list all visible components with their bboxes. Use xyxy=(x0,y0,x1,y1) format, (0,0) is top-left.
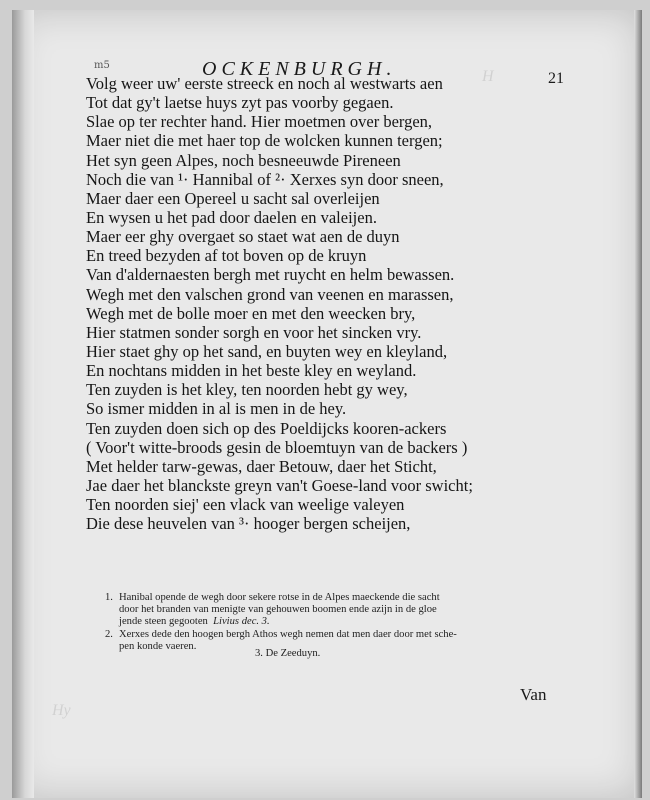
poem-line: Maer niet die met haer top de wolcken kunnen tergen; xyxy=(86,131,443,151)
poem-line: Noch die van ¹· Hannibal of ²· Xerxes syn door sneen, xyxy=(86,169,444,189)
poem-line: En wysen u het pad door daelen en valeijen. xyxy=(86,207,377,227)
footnote-text: Hanibal opende de wegh door sekere rotse in de Alpes maeckende die sacht xyxy=(119,592,440,603)
poem-line: Hier staet ghy op het sand, en buyten wey en kleyland, xyxy=(86,341,448,361)
poem-text xyxy=(86,74,473,533)
poem-line: Tot dat gy't laetse huys zyt pas voorby gegaen. xyxy=(86,93,394,113)
poem-line: Hier statmen sonder sorgh en voor het sincken vry. xyxy=(86,322,422,342)
poem-line: Ten zuyden doen sich op des Poeldijcks kooren-ackers xyxy=(86,418,447,438)
poem-line: Met helder tarw-gewas, daer Betouw, daer het Sticht, xyxy=(86,456,437,476)
running-head: OCKENBURGH. xyxy=(202,58,397,80)
page-number: 21 xyxy=(548,70,564,87)
poem-line: Die dese heuvelen van ³· hooger bergen scheijen, xyxy=(86,514,411,534)
poem-line: Jae daer het blanckste greyn van't Goese-land voor swicht; xyxy=(86,475,473,495)
show-through: Hy xyxy=(52,702,71,719)
footnote-text: door het branden van menigte van gehouwen boomen ende azijn in de gloe xyxy=(119,604,437,616)
poem-line: Maer daer een Opereel u sacht sal overleijen xyxy=(86,188,380,208)
poem-line: Slae op ter rechter hand. Hier moetmen over bergen, xyxy=(86,112,433,132)
footnote-text: pen konde vaeren. xyxy=(119,640,197,652)
poem-line: Het syn geen Alpes, noch besneeuwde Pireneen xyxy=(86,150,401,170)
poem-line: Maer eer ghy overgaet so staet wat aen de duyn xyxy=(86,227,400,247)
poem-line: Wegh met de bolle moer en met den weecken bry, xyxy=(86,303,416,323)
show-through: H xyxy=(482,68,494,85)
poem-line: Ten noorden siej' een vlack van weelige valeyen xyxy=(86,495,405,515)
footnote-1 xyxy=(105,592,565,629)
poem-line: Ten zuyden is het kley, ten noorden hebt gy wey, xyxy=(86,380,408,400)
footnote-text: Xerxes dede den hoogen bergh Athos wegh nemen dat men daer door met sche- xyxy=(119,628,457,640)
poem-line: ( Voor't witte-broods gesin de bloemtuyn van de backers ) xyxy=(86,437,468,457)
footnote-text: jende steen gegooten xyxy=(119,616,208,628)
footnote-3: 3. De Zeeduyn. xyxy=(255,648,321,659)
poem-line: Wegh met den valschen grond van veenen en marassen, xyxy=(86,284,454,304)
footnotes xyxy=(105,592,565,659)
footnote-number: 2. xyxy=(105,628,113,640)
poem-line: En nochtans midden in het beste kley en weyland. xyxy=(86,361,417,381)
footnote-2 xyxy=(105,629,565,653)
poem-line: So ismer midden in al is men in de hey. xyxy=(86,399,347,419)
poem-line: Van d'aldernaesten bergh met ruycht en helm bewassen. xyxy=(86,265,455,285)
footnote-source: Livius dec. 3. xyxy=(213,616,270,628)
header-mark: m5 xyxy=(94,60,110,71)
page-edge-shadow xyxy=(634,10,642,798)
catchword: Van xyxy=(520,685,547,704)
footnote-number: 1. xyxy=(105,592,113,603)
page-gutter-shadow xyxy=(12,10,34,798)
footnote-text-line xyxy=(105,616,565,628)
poem-line: Volg weer uw' eerste streeck en noch al westwarts aen xyxy=(86,74,443,93)
poem-line: En treed bezyden af tot boven op de kruyn xyxy=(86,246,367,266)
